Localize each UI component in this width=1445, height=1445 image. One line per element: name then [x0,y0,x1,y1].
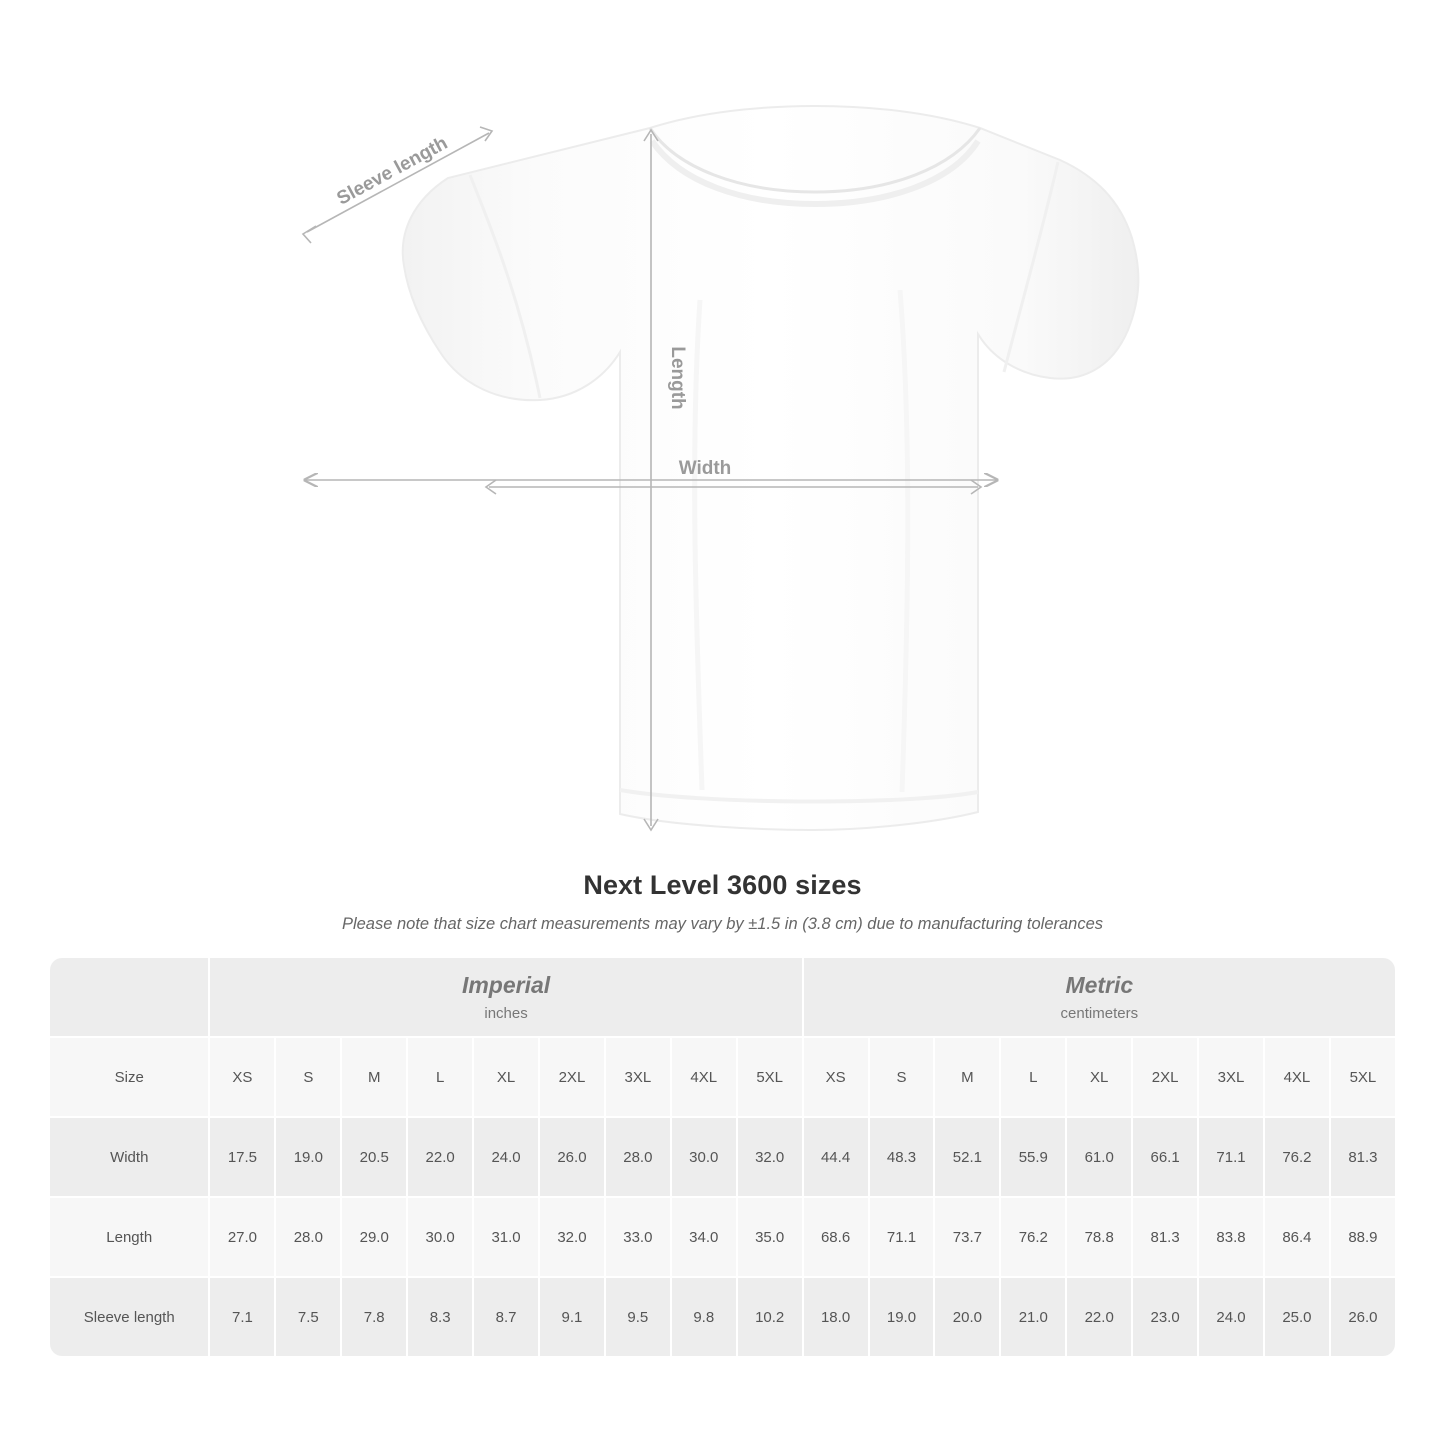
unit-sub-metric: centimeters [1060,1004,1139,1022]
cell-length-imperial-xs: 27.0 [210,1198,274,1276]
cell-width-imperial-xs: 17.5 [210,1118,274,1196]
cell-width-metric-m: 52.1 [935,1118,999,1196]
cell-sleeve-metric-xl: 22.0 [1067,1278,1131,1356]
width-label: Width [678,458,732,479]
unit-header-imperial [210,958,801,1036]
size-row-label: Size [50,1038,208,1116]
cell-length-imperial-3xl: 33.0 [606,1198,670,1276]
cell-length-metric-xs: 68.6 [804,1198,868,1276]
cell-sleeve-imperial-xs: 7.1 [210,1278,274,1356]
cell-length-metric-2xl: 81.3 [1133,1198,1197,1276]
row-label-width: Width [50,1118,208,1196]
size-header-metric-xl: XL [1067,1038,1131,1116]
cell-length-imperial-4xl: 34.0 [672,1198,736,1276]
unit-name-imperial: Imperial [461,972,551,999]
size-header-metric-xs: XS [804,1038,868,1116]
cell-length-metric-l: 76.2 [1001,1198,1065,1276]
size-header-imperial-s: S [276,1038,340,1116]
size-header-metric-m: M [935,1038,999,1116]
cell-width-imperial-l: 22.0 [408,1118,472,1196]
cell-sleeve-imperial-3xl: 9.5 [606,1278,670,1356]
cell-width-imperial-5xl: 32.0 [738,1118,802,1196]
cell-width-metric-2xl: 66.1 [1133,1118,1197,1196]
size-header-metric-s: S [870,1038,934,1116]
cell-width-metric-3xl: 71.1 [1199,1118,1263,1196]
cell-width-metric-s: 48.3 [870,1118,934,1196]
cell-length-imperial-2xl: 32.0 [540,1198,604,1276]
size-header-imperial-xs: XS [210,1038,274,1116]
cell-sleeve-imperial-5xl: 10.2 [738,1278,802,1356]
cell-sleeve-metric-l: 21.0 [1001,1278,1065,1356]
cell-sleeve-imperial-4xl: 9.8 [672,1278,736,1356]
cell-width-imperial-s: 19.0 [276,1118,340,1196]
cell-width-metric-xs: 44.4 [804,1118,868,1196]
unit-header-row [50,958,1395,1036]
cell-length-metric-xl: 78.8 [1067,1198,1131,1276]
cell-sleeve-metric-m: 20.0 [935,1278,999,1356]
size-header-metric-3xl: 3XL [1199,1038,1263,1116]
cell-sleeve-imperial-xl: 8.7 [474,1278,538,1356]
tolerance-note: Please note that size chart measurements may vary by ±1.5 in (3.8 cm) due to manufacturing tolerances [341,915,1104,933]
cell-length-metric-3xl: 83.8 [1199,1198,1263,1276]
cell-width-metric-4xl: 76.2 [1265,1118,1329,1196]
table-row-width [50,1118,1395,1196]
size-header-metric-5xl: 5XL [1331,1038,1395,1116]
cell-width-imperial-2xl: 26.0 [540,1118,604,1196]
cell-width-imperial-4xl: 30.0 [672,1118,736,1196]
cell-width-imperial-xl: 24.0 [474,1118,538,1196]
cell-sleeve-metric-3xl: 24.0 [1199,1278,1263,1356]
unit-name-metric: Metric [1065,972,1134,999]
row-label-length: Length [50,1198,208,1276]
size-table-wrapper [48,956,1397,1358]
cell-length-metric-5xl: 88.9 [1331,1198,1395,1276]
cell-sleeve-imperial-2xl: 9.1 [540,1278,604,1356]
cell-length-imperial-5xl: 35.0 [738,1198,802,1276]
row-label-sleeve-length: Sleeve length [50,1278,208,1356]
cell-sleeve-metric-xs: 18.0 [804,1278,868,1356]
cell-sleeve-metric-2xl: 23.0 [1133,1278,1197,1356]
cell-sleeve-metric-s: 19.0 [870,1278,934,1356]
cell-width-metric-xl: 61.0 [1067,1118,1131,1196]
heading-block [0,870,1445,934]
size-header-metric-4xl: 4XL [1265,1038,1329,1116]
cell-width-imperial-3xl: 28.0 [606,1118,670,1196]
page-title: Next Level 3600 sizes [583,870,862,900]
table-row-sleeve-length [50,1278,1395,1356]
cell-length-imperial-xl: 31.0 [474,1198,538,1276]
size-header-imperial-5xl: 5XL [738,1038,802,1116]
cell-sleeve-metric-4xl: 25.0 [1265,1278,1329,1356]
size-header-metric-2xl: 2XL [1133,1038,1197,1116]
size-header-row [50,1038,1395,1116]
cell-length-metric-s: 71.1 [870,1198,934,1276]
cell-sleeve-imperial-l: 8.3 [408,1278,472,1356]
size-table [48,956,1397,1358]
cell-width-metric-l: 55.9 [1001,1118,1065,1196]
size-header-metric-l: L [1001,1038,1065,1116]
size-header-imperial-3xl: 3XL [606,1038,670,1116]
table-corner [50,958,208,1036]
size-header-imperial-l: L [408,1038,472,1116]
size-header-imperial-xl: XL [474,1038,538,1116]
tshirt-shape [403,106,1139,830]
cell-length-imperial-m: 29.0 [342,1198,406,1276]
size-header-imperial-4xl: 4XL [672,1038,736,1116]
cell-length-metric-m: 73.7 [935,1198,999,1276]
unit-sub-imperial: inches [484,1004,528,1022]
cell-sleeve-imperial-m: 7.8 [342,1278,406,1356]
cell-sleeve-metric-5xl: 26.0 [1331,1278,1395,1356]
cell-sleeve-imperial-s: 7.5 [276,1278,340,1356]
size-header-imperial-2xl: 2XL [540,1038,604,1116]
cell-length-imperial-s: 28.0 [276,1198,340,1276]
size-header-imperial-m: M [342,1038,406,1116]
table-row-length [50,1198,1395,1276]
cell-width-imperial-m: 20.5 [342,1118,406,1196]
cell-length-metric-4xl: 86.4 [1265,1198,1329,1276]
cell-length-imperial-l: 30.0 [408,1198,472,1276]
cell-width-metric-5xl: 81.3 [1331,1118,1395,1196]
length-label: Length [667,346,688,410]
sleeve-length-label: Sleeve length [333,132,452,210]
unit-header-metric [804,958,1395,1036]
